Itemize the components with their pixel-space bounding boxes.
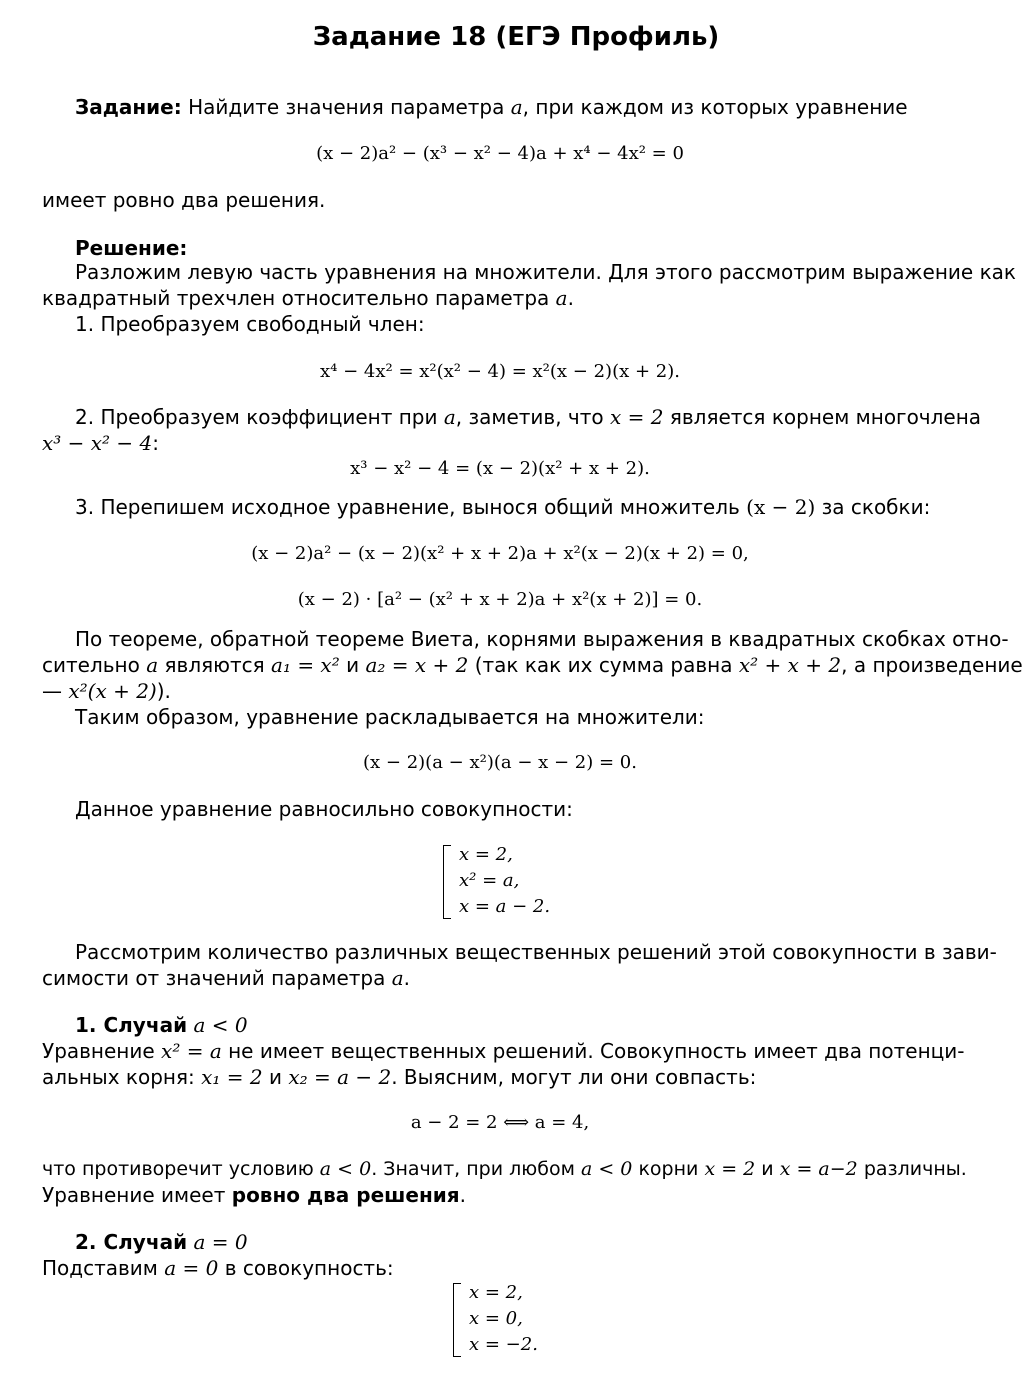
system-row: x = 2, [469, 1282, 523, 1303]
task-statement [75, 95, 958, 119]
case1-l3a: что противоречит условию [42, 1158, 314, 1180]
case1-l1a: Уравнение [42, 1039, 155, 1063]
vieta-a2: a₂ = x + 2 [365, 653, 469, 677]
case1-line-3 [42, 1157, 967, 1181]
intro-2-var: a [555, 286, 568, 310]
step2-var: a [443, 405, 456, 429]
vieta-2b: являются [164, 653, 265, 677]
system-case2 [453, 1281, 593, 1359]
system-row: x = 2, [459, 844, 513, 865]
solution-intro-1: Разложим левую часть уравнения на множители. Для этого рассмотрим выражение как [75, 260, 1016, 284]
step2-cond: x = 2 [610, 405, 664, 429]
step3-equation-1: (x − 2)a² − (x − 2)(x² + x + 2)a + x²(x − 2)(x + 2) = 0, [251, 543, 749, 564]
step1-text: 1. Преобразуем свободный член: [75, 312, 425, 336]
vieta-2c: (так как их сумма равна [474, 653, 733, 677]
case1-l3r1: x = 2 [704, 1158, 756, 1180]
case1-l2b: . Выясним, могут ли они совпасть: [391, 1065, 757, 1089]
case2-l1a: Подставим [42, 1256, 158, 1280]
step1-equation: x⁴ − 4x² = x²(x² − 4) = x²(x − 2)(x + 2). [320, 361, 680, 382]
task-text2: , при каждом из которых уравнение [522, 95, 908, 119]
vieta-line-3 [42, 679, 958, 703]
case1-l4a: Уравнение имеет [42, 1183, 226, 1207]
task-tail: имеет ровно два решения. [42, 188, 326, 212]
case1-l3d: различны. [863, 1158, 967, 1180]
vieta-2a: сительно [42, 653, 140, 677]
step3-factor: (x − 2) [746, 495, 816, 519]
solution-intro-2 [42, 286, 958, 310]
system-bracket [453, 1283, 461, 1357]
factored-text: Таким образом, уравнение раскладывается на множители: [75, 705, 705, 729]
vieta-a1: a₁ = x² [271, 653, 340, 677]
system-main [443, 843, 583, 921]
task-equation: (x − 2)a² − (x³ − x² − 4)a + x⁴ − 4x² = 0 [316, 143, 684, 164]
case2-cond: a = 0 [193, 1230, 248, 1254]
system-row: x² = a, [459, 870, 520, 891]
case2-label: 2. Случай [75, 1230, 188, 1254]
vieta-3b: ). [156, 679, 171, 703]
step3-a: 3. Перепишем исходное уравнение, вынося общий множитель [75, 495, 740, 519]
intro-2-end: . [567, 286, 574, 310]
step2-colon: : [152, 431, 160, 455]
case1-heading [75, 1013, 958, 1037]
system-row: x = −2. [469, 1334, 538, 1355]
vieta-line-2 [42, 653, 1023, 677]
page-title: Задание 18 (ЕГЭ Профиль) [312, 22, 720, 52]
step2-a: 2. Преобразуем коэффициент при [75, 405, 438, 429]
step3-text [75, 495, 958, 519]
case1-l4c: . [459, 1183, 466, 1207]
system-row: x = 0, [469, 1308, 523, 1329]
case2-heading [75, 1230, 958, 1254]
case1-l3and: и [761, 1158, 774, 1180]
intro-2-text: квадратный трехчлен относительно параметра [42, 286, 550, 310]
task-var: a [510, 95, 523, 119]
step2-poly-line [42, 431, 958, 455]
vieta-2var: a [146, 653, 159, 677]
case1-l3c: корни [638, 1158, 699, 1180]
case2-line-1 [42, 1256, 958, 1280]
step2-equation: x³ − x² − 4 = (x − 2)(x² + x + 2). [350, 458, 650, 479]
case2-l1b: в совокупность: [224, 1256, 394, 1280]
vieta-sum: x² + x + 2 [738, 653, 842, 677]
case1-line-1 [42, 1039, 965, 1063]
consider-2: симости от значений параметра [42, 966, 386, 990]
case1-equation: a − 2 = 2 ⟺ a = 4, [410, 1112, 590, 1133]
consider-end: . [403, 966, 411, 990]
case1-l3b: . Значит, при любом [371, 1158, 575, 1180]
case1-l2x2: x₂ = a − 2 [288, 1065, 392, 1089]
solution-label: Решение: [75, 236, 188, 260]
consider-var: a [391, 966, 404, 990]
case1-cond: a < 0 [193, 1013, 248, 1037]
case1-l1b: не имеет вещественных решений. Совокупность имеет два потенци- [228, 1039, 965, 1063]
step3-equation-2: (x − 2) · [a² − (x² + x + 2)a + x²(x + 2)] = 0. [297, 589, 703, 610]
step2-text [75, 405, 982, 429]
case1-line-4 [42, 1183, 958, 1207]
case1-l3c1: a < 0 [319, 1158, 372, 1180]
case1-label: 1. Случай [75, 1013, 188, 1037]
vieta-prod: x²(x + 2) [68, 679, 157, 703]
vieta-3a: — [42, 679, 62, 703]
task-label: Задание: [75, 95, 182, 119]
task-text: Найдите значения параметра [188, 95, 505, 119]
case1-l3c2: a < 0 [580, 1158, 633, 1180]
consider-line-2 [42, 966, 958, 990]
vieta-2d: , а произведение [841, 653, 1023, 677]
case1-l4b: ровно два решения [231, 1183, 460, 1207]
consider-line-1: Рассмотрим количество различных вещественных решений этой совокупности в зави- [75, 940, 997, 964]
vieta-line-1: По теореме, обратной теореме Виета, корнями выражения в квадратных скобках отно- [75, 627, 1009, 651]
case1-l2x1: x₁ = 2 [201, 1065, 263, 1089]
step2-poly: x³ − x² − 4 [42, 431, 153, 455]
factored-equation: (x − 2)(a − x²)(a − x − 2) = 0. [363, 752, 637, 773]
vieta-and: и [346, 653, 360, 677]
system-bracket [443, 845, 451, 919]
step2-b: , заметив, что [455, 405, 604, 429]
case1-l1eq: x² = a [161, 1039, 222, 1063]
case1-l2and: и [268, 1065, 282, 1089]
case1-line-2 [42, 1065, 958, 1089]
equiv-text: Данное уравнение равносильно совокупности: [75, 797, 573, 821]
case1-l2a: альных корня: [42, 1065, 195, 1089]
case2-l1eq: a = 0 [164, 1256, 219, 1280]
step2-c: является корнем многочлена [669, 405, 982, 429]
step3-b: за скобки: [821, 495, 931, 519]
case1-l3r2: x = a−2 [779, 1158, 858, 1180]
system-row: x = a − 2. [459, 896, 551, 917]
